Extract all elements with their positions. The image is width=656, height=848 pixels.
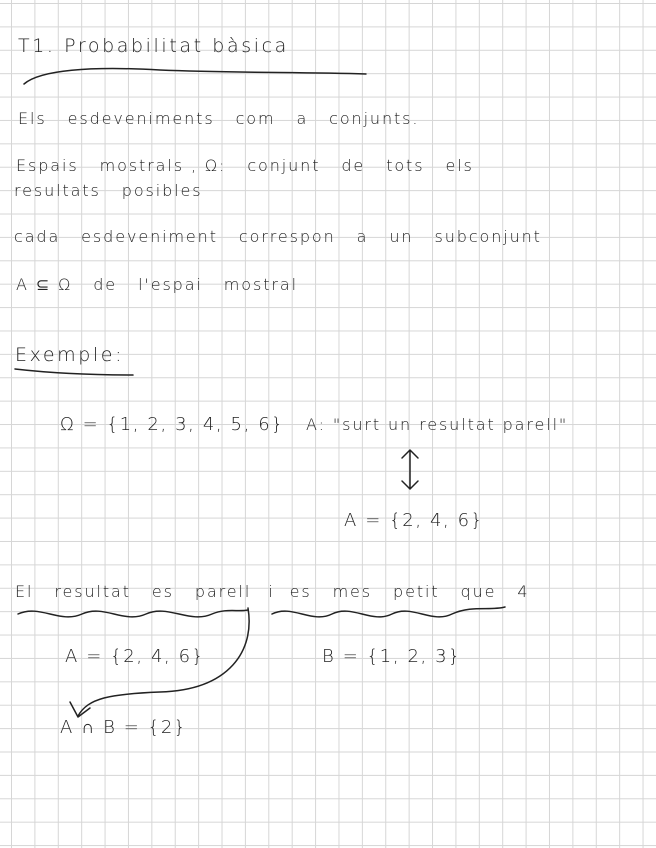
word: subconjunt [434, 227, 542, 246]
word: conjunt [247, 156, 321, 175]
line-subset [14, 229, 542, 245]
word: 4 [517, 582, 530, 601]
word: l'espai [138, 275, 203, 294]
word: posibles [121, 181, 203, 200]
event-definition: A: "surt un resultat parell" [306, 415, 569, 434]
word: resultats [14, 181, 101, 200]
wavy-underline-right [272, 607, 505, 617]
line-sample-space [16, 158, 474, 174]
word: esdeveniments [67, 109, 215, 128]
word: conjunts. [329, 109, 420, 128]
event-set: A = {2, 4, 6} [344, 510, 484, 531]
word: El [15, 582, 34, 601]
set-b: B = {1, 2, 3} [322, 646, 462, 667]
word: es [289, 582, 312, 601]
word: parell [194, 582, 252, 601]
conjunction-and: i [268, 582, 275, 601]
arrow-head [70, 702, 90, 717]
sample-space-set: Ω = {1, 2, 3, 4, 5, 6} [60, 414, 285, 435]
wavy-underline-left [18, 610, 248, 617]
word: cada [14, 227, 61, 246]
line-compound-event [15, 584, 529, 600]
example-label: Exemple: [15, 344, 125, 366]
intersection-set: A ∩ B = {2} [60, 717, 187, 738]
word: un [389, 227, 414, 246]
word: els [445, 156, 474, 175]
word: esdeveniment [81, 227, 218, 246]
word: de [341, 156, 366, 175]
heading-underline [24, 69, 366, 84]
word: A ⊆ Ω [16, 275, 73, 294]
word: , Ω: [190, 156, 227, 175]
word: a [356, 227, 369, 246]
word: Espais [16, 156, 79, 175]
word: es [151, 582, 174, 601]
word: mes [332, 582, 373, 601]
example-underline [15, 369, 133, 375]
word: correspon [238, 227, 336, 246]
word: resultat [54, 582, 131, 601]
line-subset-of-space [16, 277, 298, 293]
word: que [460, 582, 497, 601]
word: mostrals [99, 156, 184, 175]
word: a [296, 109, 309, 128]
word: com [235, 109, 276, 128]
line-events-as-sets [18, 111, 419, 127]
word: de [93, 275, 118, 294]
double-arrow [402, 450, 418, 489]
word: mostral [223, 275, 298, 294]
line-sample-space-cont [14, 183, 203, 199]
word: Els [18, 109, 47, 128]
word: petit [393, 582, 440, 601]
set-a: A = {2, 4, 6} [65, 646, 205, 667]
word: tots [386, 156, 425, 175]
page-heading: T1. Probabilitat bàsica [18, 35, 289, 57]
